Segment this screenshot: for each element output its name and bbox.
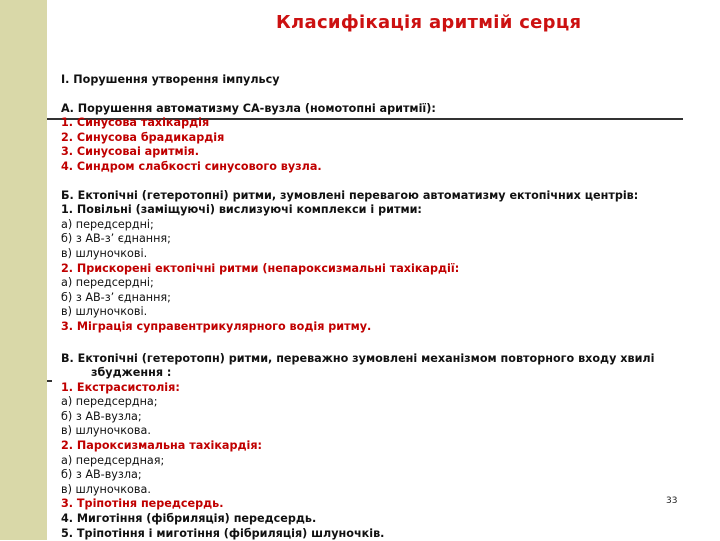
section-3-heading: Б. Ектопічні (гетеротопні) ритми, зумовлені перевагою автоматизму ектопічних центрів: [61,188,639,202]
section-1-heading: І. Порушення утворення імпульсу [61,73,280,86]
section-2-heading: А. Порушення автоматизму СА-вузла (номотопні аритмії): [61,101,436,115]
section-4-heading: В. Ектопічні (гетеротопн) ритми, переважно зумовлені механізмом повторного входу хвилі [61,351,655,365]
section-4-sub4: 4. Миготіння (фібриляція) передсердь. [61,512,317,526]
section-2-item: 4. Синдром слабкості синусового вузла. [61,159,322,173]
section-4-sub2: 2. Пароксизмальна тахікардія: [61,439,262,453]
section-4-sub2-item: в) шлуночкова. [61,482,151,496]
section-3-sub3: 3. Міграція суправентрикулярного водія ритму. [61,319,372,333]
page-number: 33 [666,496,678,506]
left-sidebar-band [0,0,47,540]
section-3-sub1-item: а) передсердні; [61,217,154,231]
section-4-sub3: 3. Тріпотіня передсердь. [61,497,224,511]
section-3-sub1-item: в) шлуночкові. [61,246,148,260]
section-2-item: 1. Синусова тахікардія [61,116,210,130]
section-4-sub1-item: а) передсердна; [61,395,158,409]
section-4-heading-cont: збудження : [91,366,172,380]
section-3-sub1-item: б) з АВ-з’ єднання; [61,232,171,246]
section-2-item: 2. Синусова брадикардія [61,130,225,144]
section-4-sub5: 5. Тріпотіння і миготіння (фібриляція) шлуночків. [61,526,385,540]
section-2-item: 3. Синусоваі аритмія. [61,145,199,159]
section-4-sub1-item: в) шлуночкова. [61,424,151,438]
section-3-sub2-item: б) з АВ-з’ єднання; [61,290,171,304]
classification-body [61,73,661,541]
slide-title: Класифікація аритмій серця [276,12,582,33]
section-3-sub2-item: а) передсердні; [61,276,154,290]
section-4-sub2-item: б) з АВ-вузла; [61,468,142,482]
section-3-sub2: 2. Прискорені ектопічні ритми (непароксизмальні тахікардії: [61,261,460,275]
section-4-sub2-item: а) передсердная; [61,453,165,467]
section-3-sub1: 1. Повільні (заміщуючі) вислизуючі комплекси і ритми: [61,203,422,217]
section-3-sub2-item: в) шлуночкові. [61,305,148,319]
divider-rule-lower [47,380,52,382]
section-4-sub1: 1. Екстрасистолія: [61,380,180,394]
section-4-sub1-item: б) з АВ-вузла; [61,409,142,423]
